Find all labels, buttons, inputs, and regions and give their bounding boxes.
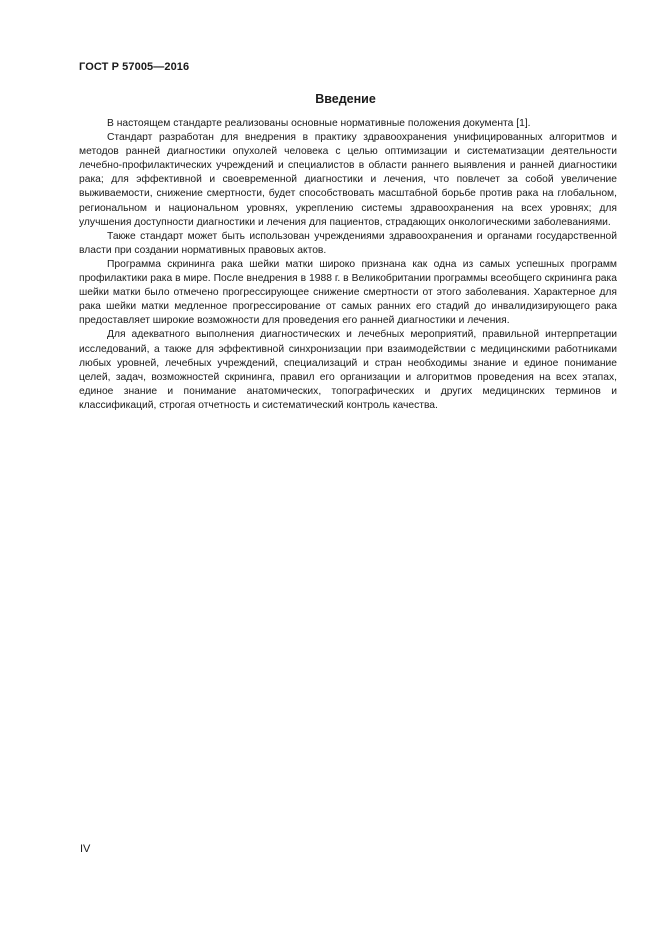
paragraph-requirements: Для адекватного выполнения диагностических и лечебных мероприятий, правильной интерпретации исследований, а также для эффективной синхронизации при взаимодействии с медицинскими работниками любых уровней, лечебных учреждений, специализаций и стран необходимы знание и единое понимание целей, задач, возможностей скрининга, правил его организации и алгоритмов проведения на всех этапах, единое знание и понимание анатомических, топографических и других медицинских терминов и классификаций, строгая отчетность и систематический контроль качества. — [79, 329, 617, 411]
paragraph-document-reference: В настоящем стандарте реализованы основные нормативные положения документа [1]. — [107, 118, 531, 129]
paragraph-usage: Также стандарт может быть использован учреждениями здравоохранения и органами государственной власти при создании нормативных правовых актов. — [79, 230, 617, 256]
standard-code-header: ГОСТ Р 57005—2016 — [79, 61, 190, 73]
paragraph-screening-program: Программа скрининга рака шейки матки широко признана как одна из самых успешных программ профилактики рака в мире. После внедрения в 1988 г. в Великобритании программы всеобщего скрининга рака шейки матки было отмечено прогрессирующее снижение смертности от этого заболевания. Характерное для рака шейки матки медленное прогрессирование от самых ранних его стадий до инвалидизирующего рака предоставляет широкие возможности для проведения его ранней диагностики и лечения. — [79, 258, 617, 327]
introduction-body — [79, 117, 617, 413]
section-title: Введение — [315, 92, 376, 106]
paragraph-purpose: Стандарт разработан для внедрения в практику здравоохранения унифицированных алгоритмов и методов ранней диагностики опухолей человека с целью оптимизации и систематизации деятельности лечебно-профилактических учреждений и специалистов в области раннего выявления и ранней диагностики рака; для эффективной и своевременной диагностики и лечения, что повлечет за собой увеличение выживаемости, снижение смертности, будет способствовать масштабной борьбе против рака на глобальном, региональном и национальном уровнях, укреплению системы здравоохранения на всех уровнях; для улучшения доступности диагностики и лечения для пациентов, страдающих онкологическими заболеваниями. — [79, 132, 617, 228]
page-number: IV — [80, 843, 91, 855]
